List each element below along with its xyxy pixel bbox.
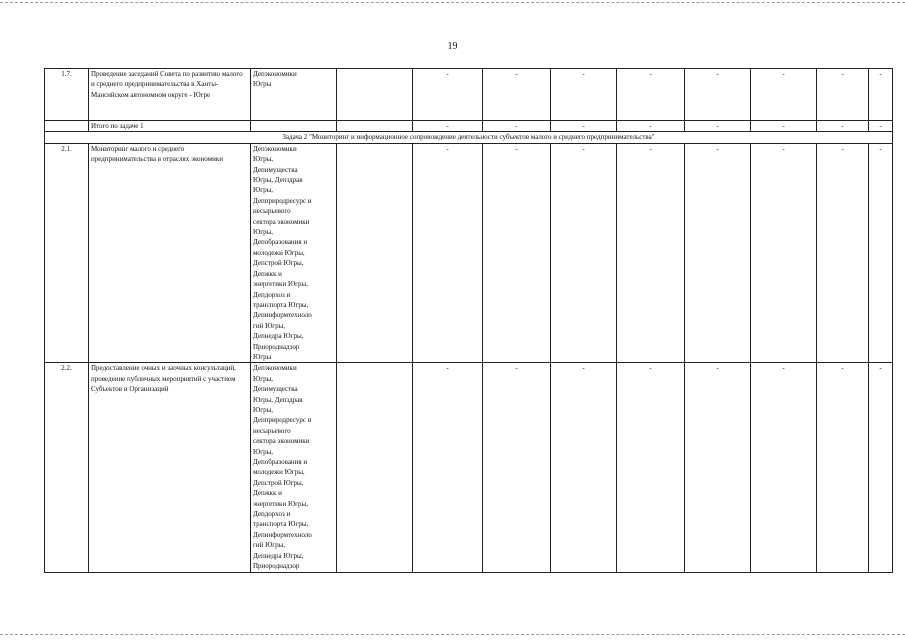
page-number: 19: [447, 41, 458, 52]
value-cell: -: [751, 69, 817, 121]
row-number: 1.7.: [45, 69, 89, 121]
value-cell: -: [817, 121, 869, 132]
scan-edge-bottom: [0, 634, 905, 635]
empty-cell: [337, 143, 413, 363]
value-cell: -: [483, 143, 551, 363]
value-cell: -: [869, 143, 893, 363]
value-cell: -: [413, 363, 483, 573]
table-row-1-7: [45, 69, 893, 121]
value-cell: -: [869, 69, 893, 121]
empty-cell: [337, 121, 413, 132]
value-cell: -: [817, 69, 869, 121]
value-cell: -: [869, 121, 893, 132]
value-cell: -: [685, 121, 751, 132]
value-cell: -: [817, 363, 869, 573]
value-cell: -: [617, 143, 685, 363]
row-number: 2.1.: [45, 143, 89, 363]
activity-title: Мониторинг малого и среднего предпринимательства в отраслях экономики: [89, 143, 251, 363]
scan-edge-top: [0, 2, 905, 3]
value-cell: -: [685, 363, 751, 573]
value-cell: -: [413, 121, 483, 132]
value-cell: -: [413, 69, 483, 121]
empty-cell: [337, 363, 413, 573]
value-cell: -: [483, 363, 551, 573]
table-row-2-1: [45, 143, 893, 363]
value-cell: -: [551, 121, 617, 132]
row-number: 2.2.: [45, 363, 89, 573]
task-2-heading: Задача 2 "Мониторинг и информационное сопровождение деятельности субъектов малого и среднего предпринимательства": [45, 132, 893, 143]
value-cell: -: [685, 69, 751, 121]
value-cell: -: [617, 363, 685, 573]
task-heading-row: [45, 132, 893, 143]
value-cell: -: [551, 69, 617, 121]
empty-cell: [251, 121, 337, 132]
value-cell: -: [551, 363, 617, 573]
responsible-executor: Депэкономики Югры, Депимущества Югры, Депздрав Югры, Депприродресурс и несырьевого сектора экономики Югры, Депобразования и молодежи Югры, Депстрой Югры, Депжкк и энергетики Югры, Депдорхоз и транспорта Югры, Депинформтехноло гий Югры, Депнедра Югры, Приороднадзор: [251, 363, 337, 573]
value-cell: -: [617, 69, 685, 121]
value-cell: -: [413, 143, 483, 363]
value-cell: -: [483, 121, 551, 132]
value-cell: -: [817, 143, 869, 363]
total-label: Итого по задаче 1: [89, 121, 251, 132]
responsible-executor: Депэкономики Югры: [251, 69, 337, 121]
value-cell: -: [869, 363, 893, 573]
program-table: [44, 68, 893, 573]
empty-cell: [337, 69, 413, 121]
value-cell: -: [685, 143, 751, 363]
value-cell: -: [617, 121, 685, 132]
responsible-executor: Депэкономики Югры, Депимущества Югры, Депздрав Югры, Депприродресурс и несырьевого сектора экономики Югры, Депобразования и молодежи Югры, Депстрой Югры, Депжкк и энергетики Югры, Депдорхоз и транспорта Югры, Депинформтехноло гий Югры, Депнедра Югры, Приороднадзор Югры: [251, 143, 337, 363]
table-row-2-2: [45, 363, 893, 573]
value-cell: -: [483, 69, 551, 121]
value-cell: -: [751, 363, 817, 573]
empty-cell: [45, 121, 89, 132]
value-cell: -: [551, 143, 617, 363]
activity-title: Предоставление очных и заочных консультаций, проведение публичных мероприятий с участием Субъектов и Организаций: [89, 363, 251, 573]
value-cell: -: [751, 143, 817, 363]
value-cell: -: [751, 121, 817, 132]
activity-title: Проведение заседаний Совета по развитию малого и среднего предпринимательства в Ханты-Мансийском автономном округе - Югре: [89, 69, 251, 121]
table-row-total-task-1: [45, 121, 893, 132]
